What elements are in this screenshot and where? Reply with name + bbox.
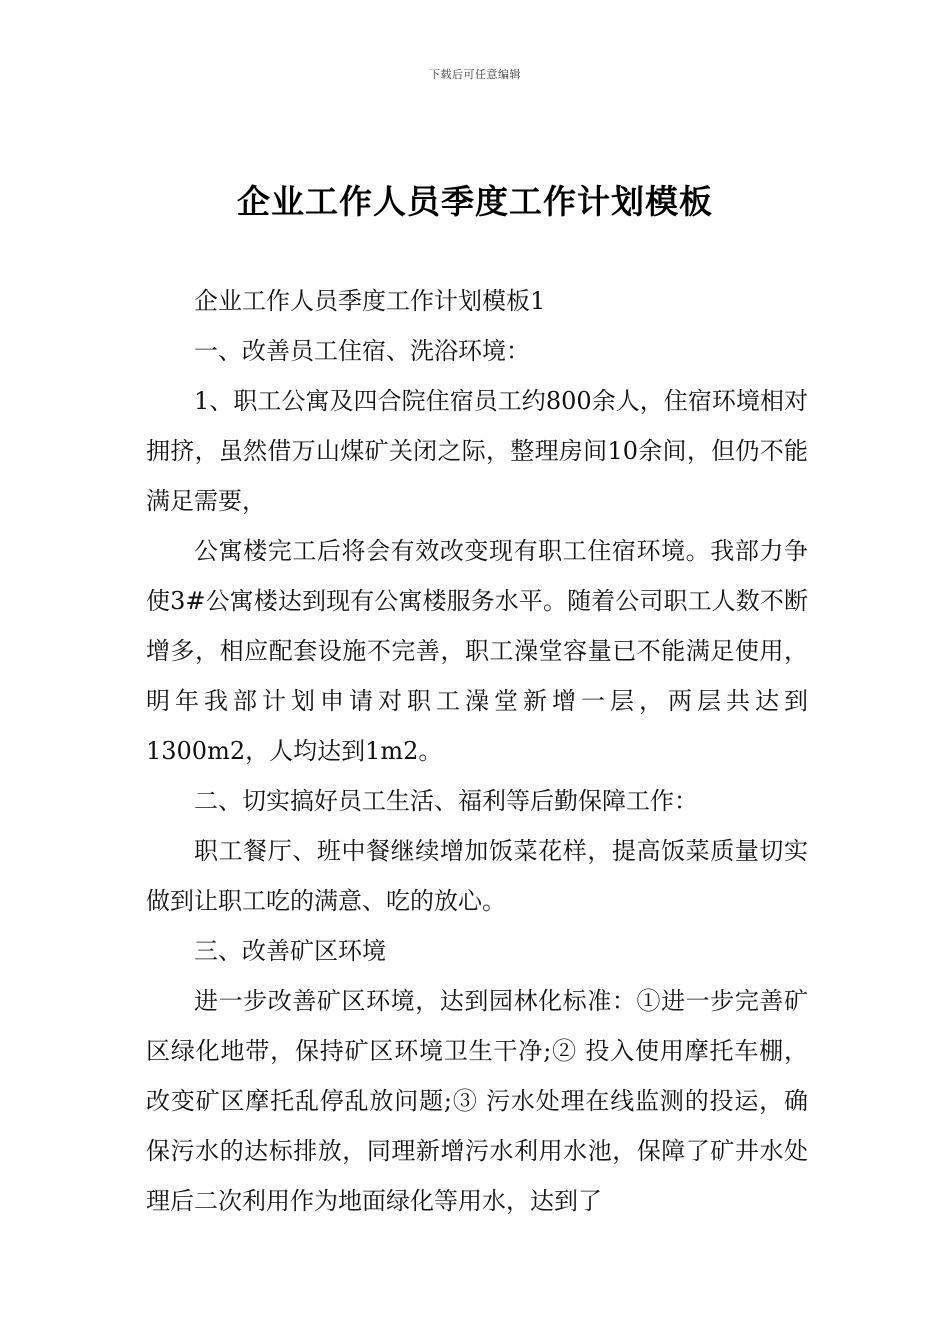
paragraph-apartment-building: 公寓楼完工后将会有效改变现有职工住宿环境。我部力争使3#公寓楼达到现有公寓楼服务水平。随着公司职工人数不断增多，相应配套设施不完善，职工澡堂容量已不能满足使用，明年我部计划申请对职工澡堂新增一层，两层共达到1300m2，人均达到1m2。 [146, 537, 808, 765]
section-heading-1: 一、改善员工住宿、洗浴环境： [194, 337, 530, 365]
paragraph-dormitory: 1、职工公寓及四合院住宿员工约800余人，住宿环境相对拥挤，虽然借万山煤矿关闭之际，整理房间10余间，但仍不能满足需要， [146, 387, 808, 515]
section-heading-2: 二、切实搞好员工生活、福利等后勤保障工作： [194, 787, 698, 815]
paragraph-mine-environment: 进一步改善矿区环境，达到园林化标准：①进一步完善矿区绿化地带，保持矿区环境卫生干净;② 投入使用摩托车棚，改变矿区摩托乱停乱放问题;③ 污水处理在线监测的投运，确保污水的达标排放，同理新增污水利用水池，保障了矿井水处理后二次利用作为地面绿化等用水，达到了 [146, 987, 808, 1215]
section-subtitle: 企业工作人员季度工作计划模板1 [194, 287, 546, 315]
section-heading-3: 三、改善矿区环境 [194, 937, 386, 965]
document-body [146, 276, 808, 1226]
document-title: 企业工作人员季度工作计划模板 [237, 182, 713, 221]
page-header-note: 下载后可任意编辑 [429, 68, 521, 81]
paragraph-canteen: 职工餐厅、班中餐继续增加饭菜花样，提高饭菜质量切实做到让职工吃的满意、吃的放心。 [146, 837, 808, 915]
